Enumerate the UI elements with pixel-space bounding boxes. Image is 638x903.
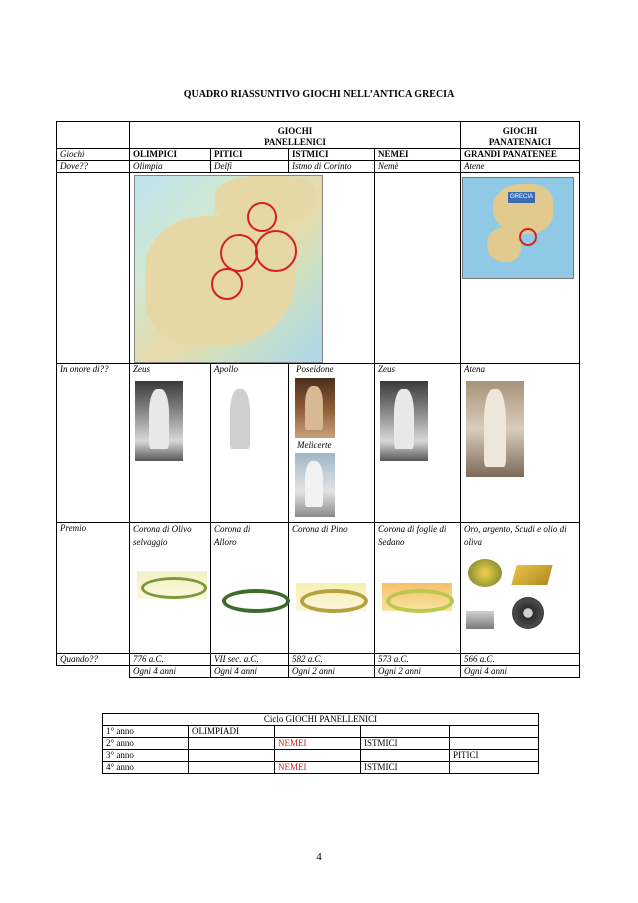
- row-label: Premio: [57, 523, 130, 654]
- row-label: Quando??: [57, 654, 130, 666]
- cycle-title-row: [103, 714, 539, 726]
- cycle-cell: [361, 750, 450, 762]
- peloponnese-map: [134, 175, 323, 363]
- cell-frequency: Ogni 4 anni: [130, 666, 211, 678]
- cycle-cell: [450, 762, 539, 774]
- cell-date: 582 a.C.: [289, 654, 375, 666]
- row-maps: [57, 173, 580, 364]
- cell-deity: Apollo: [211, 364, 289, 523]
- cycle-row: [103, 726, 539, 738]
- cell-place: Atene: [461, 161, 580, 173]
- cell-frequency: Ogni 2 anni: [375, 666, 461, 678]
- cycle-cell: [450, 738, 539, 750]
- cycle-cell: ISTMICI: [361, 738, 450, 750]
- cell-nemei: NEMEI: [375, 149, 461, 161]
- header-panellenici: GIOCHI PANELLENICI: [130, 122, 461, 149]
- cell-istmici: ISTMICI: [289, 149, 375, 161]
- cycle-cell: [189, 738, 275, 750]
- cell-place: Istmo di Corinto: [289, 161, 375, 173]
- cycle-cell: [450, 726, 539, 738]
- poseidone-statue-image: [295, 378, 335, 438]
- cycle-row: [103, 738, 539, 750]
- cell-place: Nemè: [375, 161, 461, 173]
- cycle-cell: [361, 726, 450, 738]
- cell-deity: Atena: [461, 364, 580, 523]
- cell-pitici: PITICI: [211, 149, 289, 161]
- cycle-year: 4° anno: [103, 762, 189, 774]
- pine-crown-image: [296, 583, 366, 611]
- cell-date: 776 a.C.: [130, 654, 211, 666]
- shield-image: [512, 597, 544, 629]
- map-inset-label: GRECIA: [508, 192, 535, 203]
- greece-map-cell: [461, 173, 580, 364]
- olive-crown-image: [137, 571, 207, 599]
- cycle-year: 3° anno: [103, 750, 189, 762]
- cell-prize: Corona di Pino: [289, 523, 375, 654]
- cell-prize: Oro, argento, Scudi e olio di oliva: [461, 523, 580, 654]
- cell-prize: Corona di foglie di Sedano: [375, 523, 461, 654]
- peloponnese-map-cell: [130, 173, 375, 364]
- zeus-statue-image: [135, 381, 183, 461]
- prizes-image: [464, 553, 579, 643]
- row-label: Giochi: [57, 149, 130, 161]
- page-number: 4: [316, 851, 322, 863]
- cycle-year: 1° anno: [103, 726, 189, 738]
- cycle-cell-highlight: NEMEI: [275, 762, 361, 774]
- apollo-statue-image: [216, 381, 264, 461]
- cycle-cell: [275, 726, 361, 738]
- cell-frequency: Ogni 4 anni: [211, 666, 289, 678]
- cycle-cell: OLIMPIADI: [189, 726, 275, 738]
- melicerte-statue-image: [295, 453, 335, 517]
- cell-frequency: Ogni 4 anni: [461, 666, 580, 678]
- row-label: In onore di??: [57, 364, 130, 523]
- cycle-row: [103, 750, 539, 762]
- cell-deity: Poseidone Melicerte: [289, 364, 375, 523]
- cycle-cell: [275, 750, 361, 762]
- header-panatenaici: GIOCHI PANATENAICI: [461, 122, 580, 149]
- atena-statue-image: [466, 381, 524, 477]
- cell-prize: Corona di Olivo selvaggio: [130, 523, 211, 654]
- cycle-title: Ciclo GIOCHI PANELLENICI: [103, 714, 539, 726]
- melicerte-label: Melicerte: [297, 440, 332, 450]
- cell-olimpici: OLIMPICI: [130, 149, 211, 161]
- cell-date: 573 a.C.: [375, 654, 461, 666]
- cell-panatenee: GRANDI PANATENEE: [461, 149, 580, 161]
- laurel-crown-image: [218, 583, 288, 611]
- gold-bars-image: [511, 565, 552, 585]
- silver-bar-image: [466, 611, 494, 629]
- cell-frequency: Ogni 2 anni: [289, 666, 375, 678]
- row-giochi: [57, 149, 580, 161]
- cell-deity: Zeus: [375, 364, 461, 523]
- cell-date: VII sec. a.C.: [211, 654, 289, 666]
- cell-prize: Corona di Alloro: [211, 523, 289, 654]
- olive-oil-image: [468, 559, 502, 587]
- zeus-statue-image: [380, 381, 428, 461]
- cycle-table: [102, 713, 539, 774]
- cycle-cell: [189, 750, 275, 762]
- cycle-cell-highlight: NEMEI: [275, 738, 361, 750]
- cycle-row: [103, 762, 539, 774]
- row-quando: [57, 654, 580, 666]
- cell-deity: Zeus: [130, 364, 211, 523]
- cell-place: Delfi: [211, 161, 289, 173]
- cycle-year: 2° anno: [103, 738, 189, 750]
- cell-date: 566 a.C.: [461, 654, 580, 666]
- cycle-cell: ISTMICI: [361, 762, 450, 774]
- row-dove: [57, 161, 580, 173]
- header-row: [57, 122, 580, 149]
- celery-crown-image: [382, 583, 452, 611]
- cell-place: Olimpia: [130, 161, 211, 173]
- cycle-cell: [189, 762, 275, 774]
- summary-table: [56, 121, 580, 678]
- greece-map: [462, 177, 574, 279]
- cycle-cell: PITICI: [450, 750, 539, 762]
- row-label: Dove??: [57, 161, 130, 173]
- document-title: QUADRO RIASSUNTIVO GIOCHI NELL’ANTICA GRECIA: [183, 89, 455, 100]
- row-frequenza: [57, 666, 580, 678]
- row-premio: [57, 523, 580, 654]
- row-onore: [57, 364, 580, 523]
